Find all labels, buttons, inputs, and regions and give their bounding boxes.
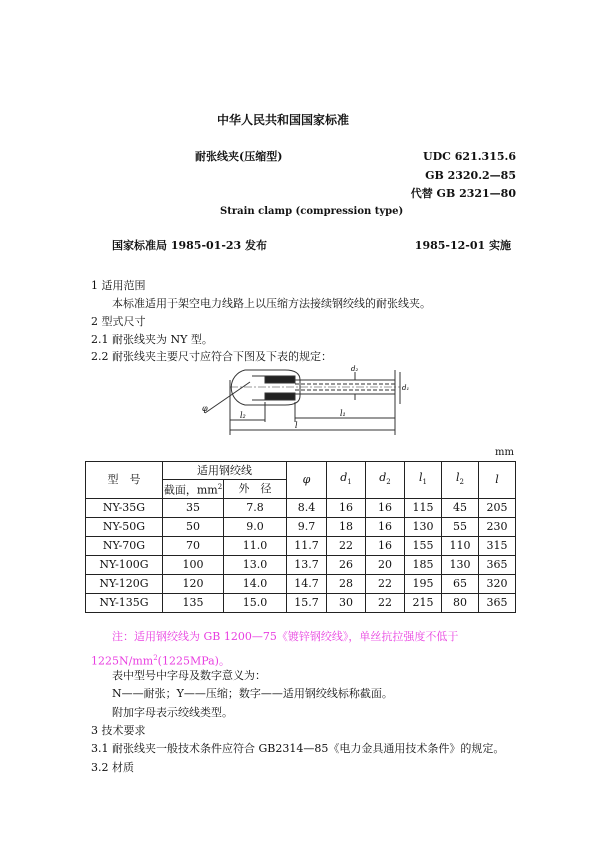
- section-3-1: 3.1 耐张线夹一般技术条件应符合 GB2314—85《电力金具通用技术条件》的规定。: [91, 742, 505, 755]
- header-model: 型 号: [86, 462, 163, 499]
- table-cell: 65: [442, 575, 479, 594]
- table-cell: 155: [405, 537, 442, 556]
- english-title: Strain clamp (compression type): [220, 206, 404, 217]
- section-3-heading: 3 技术要求: [91, 724, 146, 737]
- table-cell: 320: [479, 575, 516, 594]
- model-meaning: N——耐张；Y——压缩；数字——适用钢绞线标称截面。: [112, 687, 393, 700]
- table-row: [86, 537, 516, 556]
- note-line-2: $1225N/mm^2(1225MPa)$。: [91, 654, 230, 668]
- table-cell: 15.7: [287, 594, 327, 613]
- table-row: [86, 499, 516, 518]
- section-2-2: 2.2 耐张线夹主要尺寸应符合下图及下表的规定：: [91, 350, 332, 363]
- table-cell: 20: [366, 556, 405, 575]
- table-cell: 130: [442, 556, 479, 575]
- table-cell: NY-35G: [86, 499, 163, 518]
- table-cell: 215: [405, 594, 442, 613]
- dimension-table: [85, 461, 516, 613]
- table-cell: 115: [405, 499, 442, 518]
- label-d2: d₂: [351, 365, 359, 373]
- table-cell: 18: [327, 518, 366, 537]
- document-title: 耐张线夹(压缩型): [195, 150, 283, 163]
- table-row: [86, 556, 516, 575]
- table-cell: NY-135G: [86, 594, 163, 613]
- header-phi: φ: [287, 462, 327, 499]
- table-cell: 45: [442, 499, 479, 518]
- table-cell: 14.7: [287, 575, 327, 594]
- table-cell: 315: [479, 537, 516, 556]
- table-cell: 13.0: [224, 556, 287, 575]
- table-cell: 185: [405, 556, 442, 575]
- table-cell: 7.8: [224, 499, 287, 518]
- table-cell: 365: [479, 594, 516, 613]
- table-cell: 230: [479, 518, 516, 537]
- label-l1: l₁: [340, 409, 346, 418]
- table-cell: 16: [366, 537, 405, 556]
- issue-date: 国家标准局 1985-01-23 发布: [112, 239, 268, 252]
- table-cell: 26: [327, 556, 366, 575]
- table-cell: 80: [442, 594, 479, 613]
- udc-code: UDC 621.315.6: [423, 150, 516, 163]
- table-cell: 30: [327, 594, 366, 613]
- table-cell: 9.7: [287, 518, 327, 537]
- suffix-meaning: 附加字母表示绞线类型。: [112, 706, 233, 719]
- table-cell: 100: [163, 556, 224, 575]
- replaces-code: 代替 GB 2321—80: [410, 187, 516, 200]
- header-l1: $l_1$: [405, 462, 442, 499]
- header-d2: $d_2$: [366, 462, 405, 499]
- table-cell: 135: [163, 594, 224, 613]
- table-row: [86, 594, 516, 613]
- table-cell: 9.0: [224, 518, 287, 537]
- effective-date: 1985-12-01 实施: [414, 239, 511, 252]
- section-1-text: 本标准适用于架空电力线路上以压缩方法接续钢绞线的耐张线夹。: [112, 297, 431, 310]
- label-phi: φ: [202, 404, 208, 413]
- table-cell: 22: [366, 575, 405, 594]
- table-cell: 195: [405, 575, 442, 594]
- table-cell: NY-50G: [86, 518, 163, 537]
- section-2-heading: 2 型式尺寸: [91, 315, 146, 328]
- table-cell: 365: [479, 556, 516, 575]
- table-cell: 16: [366, 499, 405, 518]
- table-cell: 120: [163, 575, 224, 594]
- header-section: 截面，$mm^2$: [163, 480, 224, 499]
- section-1-heading: 1 适用范围: [91, 279, 146, 292]
- table-row: [86, 518, 516, 537]
- table-cell: 11.7: [287, 537, 327, 556]
- header-l2: $l_2$: [442, 462, 479, 499]
- table-cell: 50: [163, 518, 224, 537]
- table-cell: NY-100G: [86, 556, 163, 575]
- table-cell: NY-120G: [86, 575, 163, 594]
- table-cell: 110: [442, 537, 479, 556]
- unit-label: mm: [495, 447, 514, 458]
- label-d1: d₁: [402, 384, 410, 392]
- table-cell: 70: [163, 537, 224, 556]
- model-meaning-intro: 表中型号中字母及数字意义为：: [112, 669, 266, 682]
- table-cell: 16: [327, 499, 366, 518]
- national-standard-title: 中华人民共和国国家标准: [217, 113, 350, 127]
- header-l: l: [479, 462, 516, 499]
- section-3-2: 3.2 材质: [91, 761, 134, 774]
- table-cell: 22: [327, 537, 366, 556]
- table-cell: 35: [163, 499, 224, 518]
- label-l2: l₂: [240, 411, 246, 420]
- table-cell: 28: [327, 575, 366, 594]
- gb-code: GB 2320.2—85: [425, 169, 516, 182]
- table-cell: 205: [479, 499, 516, 518]
- table-cell: 14.0: [224, 575, 287, 594]
- table-cell: 16: [366, 518, 405, 537]
- table-cell: NY-70G: [86, 537, 163, 556]
- note-line-1: 注：适用钢绞线为 GB 1200—75《镀锌钢绞线》，单丝抗拉强度不低于: [112, 630, 459, 643]
- table-cell: 22: [366, 594, 405, 613]
- table-cell: 13.7: [287, 556, 327, 575]
- header-strand: 适用钢绞线: [163, 462, 287, 480]
- table-cell: 55: [442, 518, 479, 537]
- table-cell: 15.0: [224, 594, 287, 613]
- header-outer-diameter: 外 径: [224, 480, 287, 499]
- table-cell: 8.4: [287, 499, 327, 518]
- table-cell: 11.0: [224, 537, 287, 556]
- section-2-1: 2.1 耐张线夹为 NY 型。: [91, 333, 213, 346]
- header-d1: $d_1$: [327, 462, 366, 499]
- label-l: l: [295, 421, 298, 430]
- clamp-diagram: [190, 360, 430, 440]
- table-cell: 130: [405, 518, 442, 537]
- table-row: [86, 575, 516, 594]
